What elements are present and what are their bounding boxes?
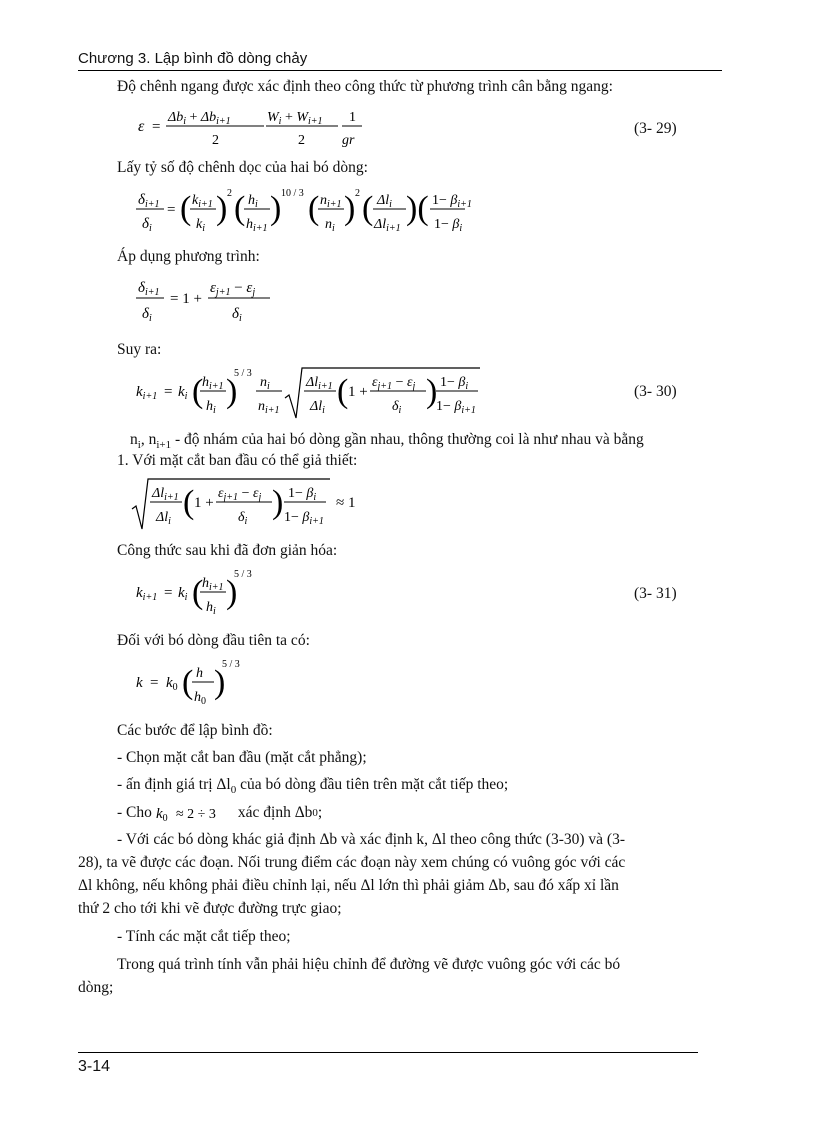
svg-text:2: 2 xyxy=(298,133,305,148)
step-3: - Cho $k_0$ ≈ 2 ÷ 3 xác định Δb 0 ; xyxy=(117,804,323,824)
svg-text:ni: $n_i$ xyxy=(325,217,335,234)
step-4-line1: - Với các bó dòng khác giả định Δb và xác định k, Δl theo công thức (3-30) và (3- xyxy=(117,831,625,848)
page-header: Chương 3. Lập bình đồ dòng chảy xyxy=(78,50,722,71)
svg-text:hi: $h_i$ xyxy=(248,193,258,210)
svg-text:): ) xyxy=(226,373,238,410)
svg-text:δi: $\delta_i$ xyxy=(142,216,152,234)
svg-text:(: ( xyxy=(308,190,320,227)
paragraph-first-stream: Đối với bó dòng đầu tiên ta có: xyxy=(117,632,310,649)
svg-text:(: ( xyxy=(183,484,195,521)
svg-text:): ) xyxy=(270,190,282,227)
step-4-line2: 28), ta vẽ được các đoạn. Nối trung điểm các đoạn này xem chúng có vuông góc với các xyxy=(78,854,626,871)
equation-number-3-29: (3- 29) xyxy=(634,120,677,137)
svg-text:ni: $n_i$ xyxy=(260,375,270,392)
equation-k0 xyxy=(154,803,236,823)
paragraph-apply: Áp dụng phương trình: xyxy=(117,248,260,265)
svg-text:(: ( xyxy=(234,190,246,227)
step-5: - Tính các mặt cắt tiếp theo; xyxy=(117,928,291,945)
svg-text:hi: $h_i$ xyxy=(206,399,216,416)
svg-text:=: = xyxy=(152,119,161,135)
svg-text:=: = xyxy=(167,202,176,218)
svg-text:5 / 3: 5 / 3 xyxy=(234,569,252,580)
page-number: 3-14 xyxy=(78,1058,111,1075)
svg-text:Δli+1: $\Delta l_{i+1}$ xyxy=(152,486,179,503)
equation-3-30 xyxy=(130,362,490,424)
paragraph-therefore: Suy ra: xyxy=(117,341,162,358)
svg-text:εj+1 − εj: $\varepsilon_{j+1} - \varepsilon_j$ xyxy=(218,486,262,503)
paragraph-steps: Các bước để lập bình đồ: xyxy=(117,722,273,739)
paragraph-horizontal-difference: Độ chênh ngang được xác định theo công thức từ phương trình cân bằng ngang: xyxy=(117,78,613,95)
svg-text:=: = xyxy=(164,585,173,601)
svg-text:ni+1: $n_{i+1}$ xyxy=(320,193,342,210)
svg-text:ki: $k_i$ xyxy=(178,585,188,603)
svg-text:δi+1: $\delta_{i+1}$ xyxy=(138,192,160,210)
step-4-line3: Δl không, nếu không phải điều chỉnh lại, nếu Δl lớn thì phải giảm Δb, sau đó xấp xỉ lần xyxy=(78,877,619,894)
svg-text:gr: gr xyxy=(342,133,355,148)
footer-rule xyxy=(78,1052,698,1053)
svg-text:2: 2 xyxy=(212,133,219,148)
svg-text:k: k xyxy=(136,675,143,691)
equation-first-stream xyxy=(130,655,260,713)
svg-text:δi: $\delta_i$ xyxy=(142,306,152,324)
equation-number-3-30: (3- 30) xyxy=(634,383,677,400)
paragraph-roughness-line2: 1. Với mặt cắt ban đầu có thể giả thiết: xyxy=(117,452,358,469)
svg-text:ki: $k_i$ xyxy=(178,384,188,402)
svg-text:ε: ε xyxy=(138,118,145,135)
svg-text:hi: $h_i$ xyxy=(206,600,216,617)
svg-text:Δli+1: $\Delta l_{i+1}$ xyxy=(374,217,401,234)
svg-text:δi+1: $\delta_{i+1}$ xyxy=(138,280,160,298)
svg-text:=: = xyxy=(150,675,159,691)
step-6-line2: dòng; xyxy=(78,979,114,996)
svg-text:): ) xyxy=(226,574,238,611)
svg-text:εj+1 − εj: $\varepsilon_{j+1} - \varepsilon_j$ xyxy=(210,280,256,298)
svg-text:1− βi+1: $1- \beta_{i+1}$ xyxy=(284,510,324,527)
step-6-line1: Trong quá trình tính vẫn phải hiệu chỉnh để đường vẽ được vuông góc với các bó xyxy=(117,956,621,973)
equation-apply xyxy=(130,272,290,328)
svg-text:hi+1: $h_{i+1}$ xyxy=(246,217,268,234)
svg-text:2: 2 xyxy=(355,188,360,199)
svg-text:)(: )( xyxy=(406,190,429,227)
svg-text:1: 1 xyxy=(349,110,356,125)
svg-text:h0: $h_0$ xyxy=(194,690,206,707)
equation-3-31 xyxy=(130,565,290,623)
svg-text:ki: $k_i$ xyxy=(196,217,205,234)
step-1: - Chọn mặt cắt ban đầu (mặt cắt phẳng); xyxy=(117,749,367,766)
svg-text:≈ 2 ÷ 3: ≈ 2 ÷ 3 xyxy=(175,807,216,822)
svg-text:δi: $\delta_i$ xyxy=(392,399,402,416)
svg-text:1− βi+1: $1- \beta_{i+1}$ xyxy=(432,193,472,210)
svg-text:Wi + Wi+1: $W_i + W_{i+1}$ xyxy=(267,110,323,127)
svg-text:2: 2 xyxy=(227,188,232,199)
paragraph-ratio: Lấy tỷ số độ chênh dọc của hai bó dòng: xyxy=(117,159,368,176)
svg-text:1 +: 1 + xyxy=(348,384,368,400)
svg-text:δi: $\delta_i$ xyxy=(232,306,242,324)
step-4-line4: thứ 2 cho tới khi vẽ được đường trực giao; xyxy=(78,900,342,917)
svg-text:ki+1: $k_{i+1}$ xyxy=(136,585,158,603)
svg-text:≈ 1: ≈ 1 xyxy=(336,495,356,511)
svg-text:k0: $k_0$ xyxy=(155,806,168,824)
svg-text:5 / 3: 5 / 3 xyxy=(234,368,252,379)
svg-text:): ) xyxy=(426,373,438,410)
equation-3-29 xyxy=(130,104,370,150)
svg-text:1 +: 1 + xyxy=(194,495,214,511)
svg-text:ni+1: $n_{i+1}$ xyxy=(258,399,280,416)
svg-text:Δli+1: $\Delta l_{i+1}$ xyxy=(306,375,333,392)
svg-text:δi: $\delta_i$ xyxy=(238,510,248,527)
svg-text:1− βi+1: $1- \beta_{i+1}$ xyxy=(436,399,476,416)
svg-text:(: ( xyxy=(180,190,192,227)
svg-text:(: ( xyxy=(337,373,349,410)
svg-text:hi+1: $h_{i+1}$ xyxy=(202,576,224,593)
svg-text:ki+1: $k_{i+1}$ xyxy=(192,193,213,210)
svg-text:(: ( xyxy=(192,373,204,410)
svg-text:(: ( xyxy=(192,574,204,611)
equation-ratio xyxy=(130,182,470,238)
svg-text:k0: $k_0$ xyxy=(166,675,178,693)
svg-text:Δli: $\Delta l_i$ xyxy=(377,193,392,210)
svg-text:10 / 3: 10 / 3 xyxy=(281,188,304,199)
paragraph-simplified: Công thức sau khi đã đơn giản hóa: xyxy=(117,542,338,559)
svg-text:): ) xyxy=(272,484,284,521)
svg-text:(: ( xyxy=(362,190,374,227)
svg-text:(: ( xyxy=(182,664,194,701)
svg-text:): ) xyxy=(214,664,226,701)
equation-number-3-31: (3- 31) xyxy=(634,585,677,602)
svg-text:εj+1 − εj: $\varepsilon_{j+1} - \varepsilon_j$ xyxy=(372,375,416,392)
svg-text:5 / 3: 5 / 3 xyxy=(222,659,240,670)
svg-text:ki+1: $k_{i+1}$ xyxy=(136,384,158,402)
svg-text:1− βi: $1- \beta_i$ xyxy=(434,217,463,234)
svg-text:hi+1: $h_{i+1}$ xyxy=(202,375,224,392)
svg-text:Δbi + Δbi+1: $\Delta b_i + \Delta b_{i+1}$ xyxy=(168,110,231,127)
paragraph-roughness: $n_i$, $n_{i+1}$ - độ nhám của hai bó dòng gần nhau, thông thường coi là như nhau và bằng xyxy=(130,431,644,452)
svg-text:= 1 +: = 1 + xyxy=(170,291,202,307)
svg-text:h: h xyxy=(196,666,203,681)
svg-text:1− βi: $1- \beta_i$ xyxy=(288,486,317,503)
svg-text:1− βi: $1- \beta_i$ xyxy=(440,375,469,392)
svg-text:): ) xyxy=(216,190,228,227)
svg-text:Δli: $\Delta l_i$ xyxy=(310,399,325,416)
svg-text:=: = xyxy=(164,384,173,400)
svg-text:Δli: $\Delta l_i$ xyxy=(156,510,171,527)
step-2: - ấn định giá trị $\Delta l_0$ của bó dòng đầu tiên trên mặt cắt tiếp theo; xyxy=(117,776,509,797)
svg-text:): ) xyxy=(344,190,356,227)
equation-approx xyxy=(130,473,380,535)
